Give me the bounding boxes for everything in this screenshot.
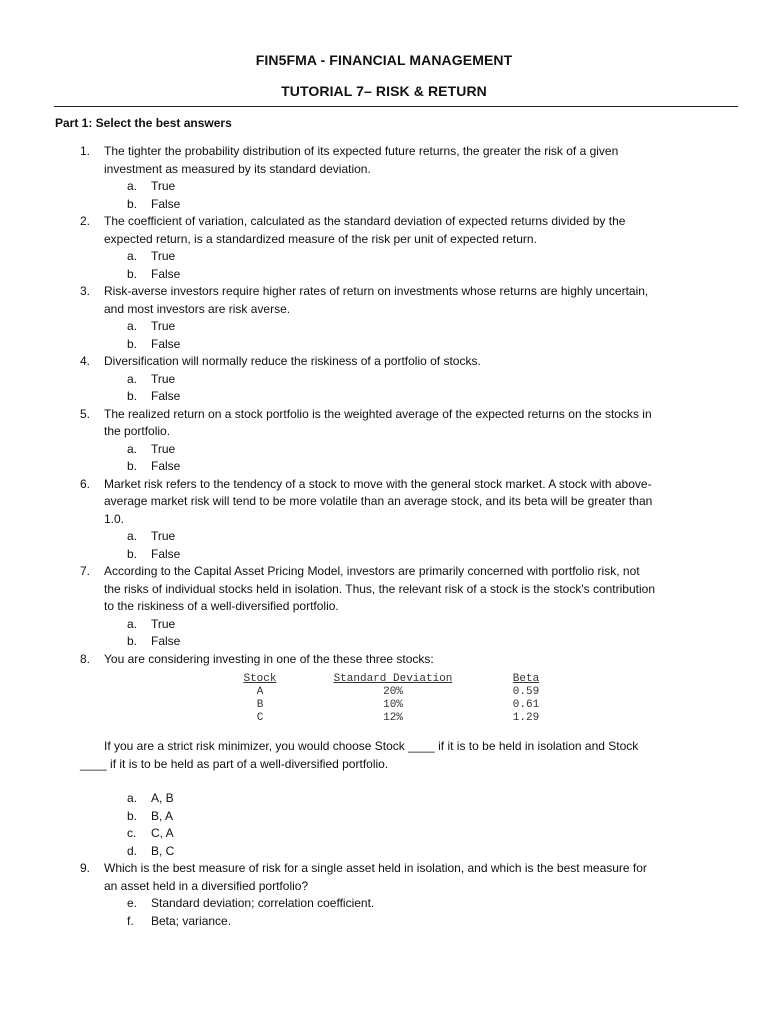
question-text: Which is the best measure of risk for a single asset held in isolation, and which is the best measure for [104, 861, 647, 875]
table-header-cell [234, 673, 286, 686]
question-4 [0, 353, 768, 406]
question-line [0, 423, 768, 441]
answer-option [0, 895, 768, 913]
question-line [0, 511, 768, 529]
question-text: Market risk refers to the tendency of a stock to move with the general stock market. A stock with above- [104, 476, 652, 491]
prompt-line [0, 756, 768, 774]
option-text: False [151, 634, 181, 648]
option-text: False [151, 266, 181, 281]
table-cell: A [256, 686, 264, 698]
option-letter: a. [127, 791, 138, 805]
option-text: False [151, 546, 181, 561]
option-letter: b. [127, 336, 138, 351]
header-label: Standard Deviation [333, 673, 453, 685]
question-text: investment as measured by its standard deviation. [104, 161, 371, 176]
question-5 [0, 406, 768, 476]
question-line [0, 598, 768, 616]
answer-option [0, 790, 768, 808]
option-letter: f. [127, 913, 134, 928]
question-text: and most investors are risk averse. [104, 301, 291, 316]
answer-option [0, 458, 768, 476]
option-text: True [151, 371, 176, 386]
question-line [0, 878, 768, 896]
option-letter: a. [127, 249, 138, 263]
question-line [0, 143, 768, 161]
question-number: 8. [80, 651, 91, 666]
table-cell: 20% [383, 686, 403, 698]
question-line [0, 563, 768, 581]
table-header-cell [320, 673, 466, 686]
table-cell: 0.61 [512, 699, 540, 711]
question-text: The tighter the probability distribution of its expected future returns, the greater the risk of a given [104, 144, 619, 158]
question-text: According to the Capital Asset Pricing Model, investors are primarily concerned with portfolio risk, not [104, 564, 640, 578]
question-9 [0, 860, 768, 930]
option-text: True [151, 319, 176, 333]
question-2 [0, 213, 768, 283]
question-text: You are considering investing in one of the these three stocks: [104, 651, 434, 666]
option-letter: b. [127, 389, 138, 403]
answer-option [0, 913, 768, 931]
question-line [0, 476, 768, 494]
question-line [0, 406, 768, 424]
question-line [0, 493, 768, 511]
header-divider [54, 106, 738, 107]
question-text: to the riskiness of a well-diversified portfolio. [104, 599, 339, 613]
option-letter: e. [127, 896, 138, 910]
option-letter: b. [127, 546, 138, 561]
option-text: True [151, 529, 176, 543]
question-line [0, 283, 768, 301]
stock-table [0, 673, 768, 738]
prompt-text: ____ if it is to be held as part of a well-diversified portfolio. [80, 756, 389, 771]
option-text: True [151, 249, 176, 263]
answer-option [0, 808, 768, 826]
question-line [0, 213, 768, 231]
table-cell: 10% [383, 699, 403, 711]
answer-option [0, 336, 768, 354]
document-subtitle: TUTORIAL 7– RISK & RETURN [281, 83, 487, 99]
option-text: B, A [151, 808, 174, 823]
option-letter: a. [127, 441, 138, 456]
question-line [0, 231, 768, 249]
table-cell: 12% [383, 712, 403, 724]
answer-option [0, 178, 768, 196]
question-list [0, 143, 768, 930]
question-number: 4. [80, 354, 91, 368]
answer-option [0, 546, 768, 564]
question-number: 2. [80, 214, 91, 228]
question-8-prompt [0, 738, 768, 773]
option-text: Beta; variance. [151, 913, 232, 928]
document-title: FIN5FMA - FINANCIAL MANAGEMENT [255, 52, 513, 68]
option-text: False [151, 389, 181, 403]
table-cell: C [256, 712, 264, 724]
table-header-row [0, 673, 768, 686]
question-6 [0, 476, 768, 564]
question-line [0, 353, 768, 371]
answer-option [0, 388, 768, 406]
answer-option [0, 825, 768, 843]
part-heading: Part 1: Select the best answers [55, 116, 232, 130]
question-number: 3. [80, 284, 91, 298]
question-text: The realized return on a stock portfolio is the weighted average of the expected returns on the stocks in [104, 406, 652, 421]
header-label: Stock [243, 673, 277, 685]
answer-option [0, 843, 768, 861]
question-text: Diversification will normally reduce the riskiness of a portfolio of stocks. [104, 354, 481, 368]
table-cell: B [256, 699, 264, 711]
question-text: the portfolio. [104, 424, 171, 438]
option-letter: a. [127, 529, 138, 543]
table-row [0, 686, 768, 699]
option-letter: a. [127, 319, 138, 333]
question-text: average market risk will tend to be more volatile than an average stock, and its beta will be greater than [104, 494, 653, 508]
option-text: False [151, 459, 181, 473]
option-letter: a. [127, 371, 138, 386]
prompt-text: If you are a strict risk minimizer, you would choose Stock ____ if it is to be held in isolation and Stock [104, 739, 639, 753]
option-text: C, A [151, 826, 174, 840]
option-text: False [151, 196, 181, 211]
question-line [0, 161, 768, 179]
table-cell: 1.29 [512, 712, 540, 724]
question-text: an asset held in a diversified portfolio? [104, 878, 309, 893]
option-text: True [151, 616, 176, 631]
option-letter: c. [127, 826, 137, 840]
question-line [0, 581, 768, 599]
option-letter: b. [127, 459, 138, 473]
question-number: 7. [80, 564, 91, 578]
question-text: The coefficient of variation, calculated as the standard deviation of expected returns divided by the [104, 214, 626, 228]
option-text: A, B [151, 791, 174, 805]
table-header-cell [500, 673, 552, 686]
question-text: Risk-averse investors require higher rates of return on investments whose returns are highly uncertain, [104, 284, 649, 298]
option-text: B, C [151, 843, 175, 858]
option-text: True [151, 179, 176, 193]
question-text: 1.0. [104, 511, 125, 526]
table-row [0, 712, 768, 725]
answer-option [0, 633, 768, 651]
question-text: expected return, is a standardized measure of the risk per unit of expected return. [104, 231, 537, 246]
option-text: Standard deviation; correlation coefficient. [151, 896, 375, 910]
answer-option [0, 616, 768, 634]
option-letter: a. [127, 616, 138, 631]
answer-option [0, 248, 768, 266]
question-7 [0, 563, 768, 651]
option-letter: d. [127, 843, 138, 858]
answer-option [0, 441, 768, 459]
option-text: False [151, 336, 181, 351]
question-3 [0, 283, 768, 353]
question-line [0, 301, 768, 319]
option-letter: a. [127, 179, 138, 193]
question-8 [0, 651, 768, 861]
table-row [0, 699, 768, 712]
option-letter: b. [127, 808, 138, 823]
option-letter: b. [127, 266, 138, 281]
question-number: 6. [80, 476, 91, 491]
answer-option [0, 196, 768, 214]
answer-option [0, 528, 768, 546]
header-label: Beta [512, 673, 540, 685]
answer-option [0, 371, 768, 389]
option-letter: b. [127, 634, 138, 648]
option-letter: b. [127, 196, 138, 211]
answer-option [0, 266, 768, 284]
answer-option [0, 318, 768, 336]
question-number: 1. [80, 144, 91, 158]
question-text: the risks of individual stocks held in isolation. Thus, the relevant risk of a stock is the stock's contribution [104, 581, 655, 596]
question-1 [0, 143, 768, 213]
question-number: 5. [80, 406, 91, 421]
question-line [0, 860, 768, 878]
prompt-line [0, 738, 768, 756]
option-text: True [151, 441, 176, 456]
question-number: 9. [80, 861, 91, 875]
table-cell: 0.59 [512, 686, 540, 698]
question-line [0, 651, 768, 669]
